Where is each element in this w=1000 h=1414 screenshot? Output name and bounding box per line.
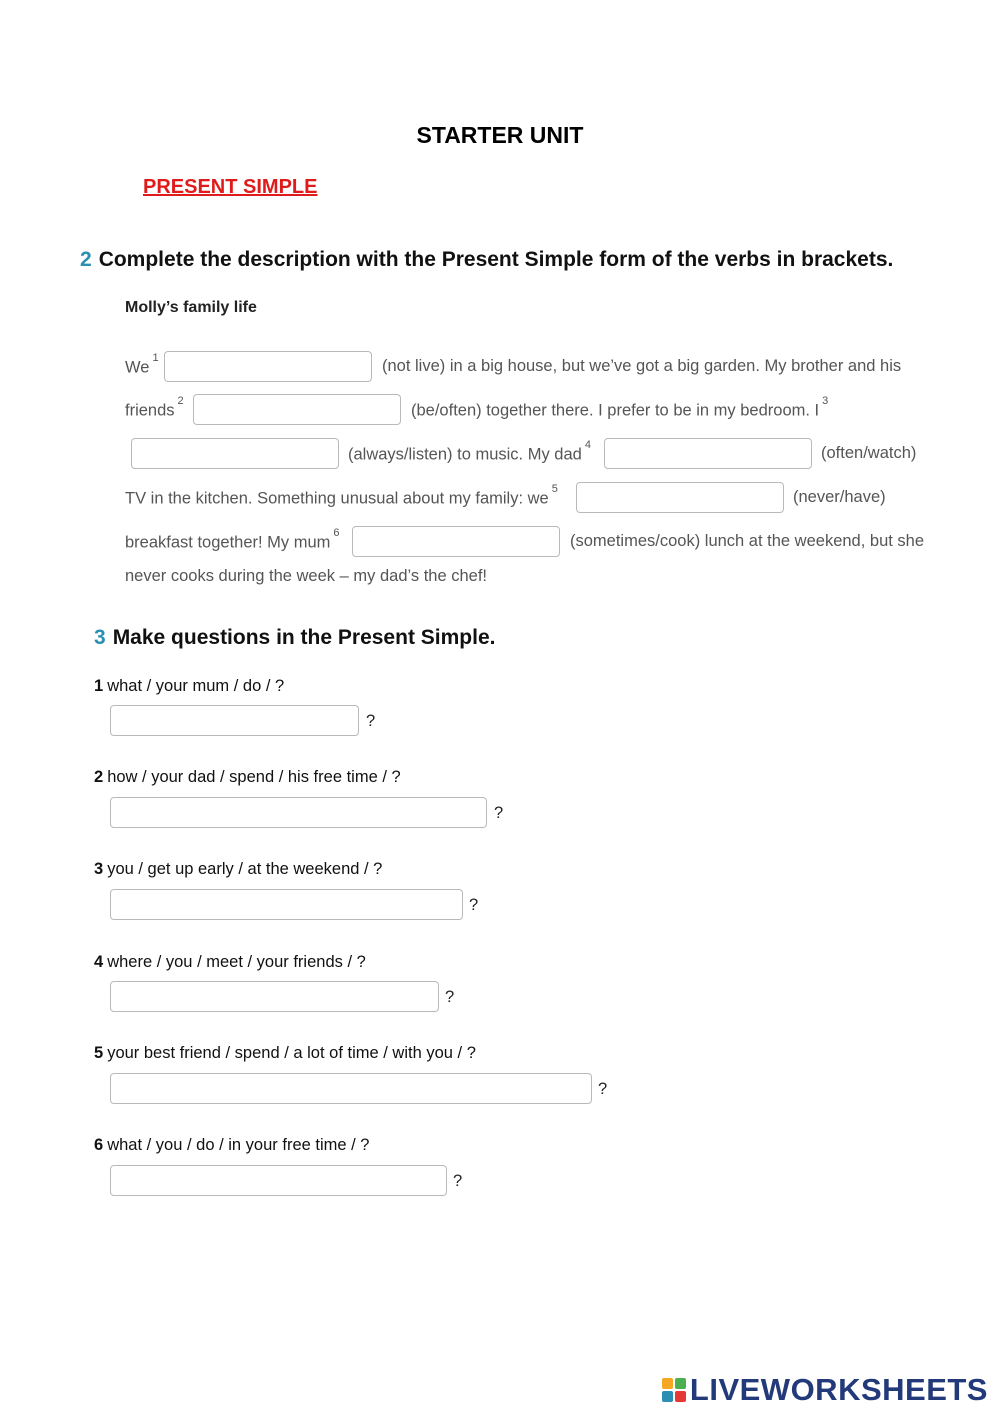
exercise-3-heading: [94, 626, 495, 650]
question-prompt: [94, 768, 401, 787]
answer-input-6[interactable]: [110, 1165, 447, 1196]
paragraph-text: [411, 395, 829, 421]
answer-input-2[interactable]: [110, 797, 487, 828]
question-mark: ?: [469, 896, 479, 914]
question-number: 4: [94, 953, 104, 971]
answer-input-4[interactable]: [110, 981, 439, 1012]
gap-number: 6: [333, 527, 340, 539]
exercise-number: 2: [80, 248, 92, 271]
question-number: 1: [94, 677, 104, 695]
exercise-instruction: Make questions in the Present Simple.: [112, 626, 496, 649]
gap-input-3[interactable]: [131, 438, 339, 469]
question-mark: ?: [494, 804, 504, 822]
question-number: 6: [94, 1136, 104, 1154]
question-text: where / you / meet / your friends / ?: [107, 953, 366, 971]
gap-number: 2: [177, 395, 184, 407]
question-text: what / your mum / do / ?: [107, 677, 285, 695]
section-heading: PRESENT SIMPLE: [143, 176, 318, 198]
paragraph-text: (never/have): [793, 488, 886, 506]
text-segment: We: [125, 358, 150, 377]
gap-input-4[interactable]: [604, 438, 812, 469]
question-number: 5: [94, 1044, 104, 1062]
gap-input-2[interactable]: [193, 394, 401, 425]
question-prompt: [94, 1136, 369, 1155]
text-segment: TV in the kitchen. Something unusual about my family: we: [125, 489, 549, 508]
gap-number: 5: [551, 483, 558, 495]
question-prompt: [94, 1044, 476, 1063]
paragraph-text: [125, 352, 159, 378]
question-number: 3: [94, 860, 104, 878]
liveworksheets-logo: [662, 1372, 988, 1408]
paragraph-text: (sometimes/cook) lunch at the weekend, but she: [570, 532, 925, 550]
question-prompt: [94, 860, 382, 879]
paragraph-text: never cooks during the week – my dad’s the chef!: [125, 567, 487, 585]
paragraph-text: (not live) in a big house, but we’ve got a big garden. My brother and his: [382, 357, 902, 375]
question-text: how / your dad / spend / his free time / ?: [107, 768, 401, 786]
question-number: 2: [94, 768, 104, 786]
question-mark: ?: [598, 1080, 608, 1098]
paragraph-text: [125, 483, 558, 509]
question-mark: ?: [445, 988, 455, 1006]
question-text: what / you / do / in your free time / ?: [107, 1136, 370, 1154]
gap-input-1[interactable]: [164, 351, 372, 382]
question-prompt: [94, 953, 366, 972]
exercise-2-heading: [80, 248, 893, 272]
question-text: your best friend / spend / a lot of time / with you / ?: [107, 1044, 476, 1062]
liveworksheets-logo-icon: [662, 1378, 686, 1402]
gap-number: 3: [822, 395, 829, 407]
paragraph-text: [348, 439, 591, 465]
text-segment: (always/listen) to music. My dad: [348, 445, 582, 464]
paragraph-text: (often/watch): [821, 444, 917, 462]
answer-input-1[interactable]: [110, 705, 359, 736]
brand-name: LIVEWORKSHEETS: [689, 1372, 988, 1407]
text-segment: friends: [125, 401, 175, 420]
paragraph-text: [125, 527, 340, 553]
exercise-number: 3: [94, 626, 106, 649]
question-text: you / get up early / at the weekend / ?: [107, 860, 383, 878]
page-title: STARTER UNIT: [416, 122, 584, 148]
text-title: Molly’s family life: [125, 299, 257, 316]
question-prompt: [94, 677, 284, 696]
paragraph-text: [125, 395, 184, 421]
question-mark: ?: [453, 1172, 463, 1190]
answer-input-5[interactable]: [110, 1073, 592, 1104]
answer-input-3[interactable]: [110, 889, 463, 920]
exercise-instruction: Complete the description with the Present Simple form of the verbs in brackets.: [98, 248, 894, 271]
gap-input-5[interactable]: [576, 482, 784, 513]
gap-number: 1: [152, 352, 159, 364]
text-segment: (be/often) together there. I prefer to be in my bedroom. I: [411, 401, 820, 420]
gap-number: 4: [584, 439, 591, 451]
question-mark: ?: [366, 712, 376, 730]
gap-input-6[interactable]: [352, 526, 560, 557]
text-segment: breakfast together! My mum: [125, 533, 331, 552]
